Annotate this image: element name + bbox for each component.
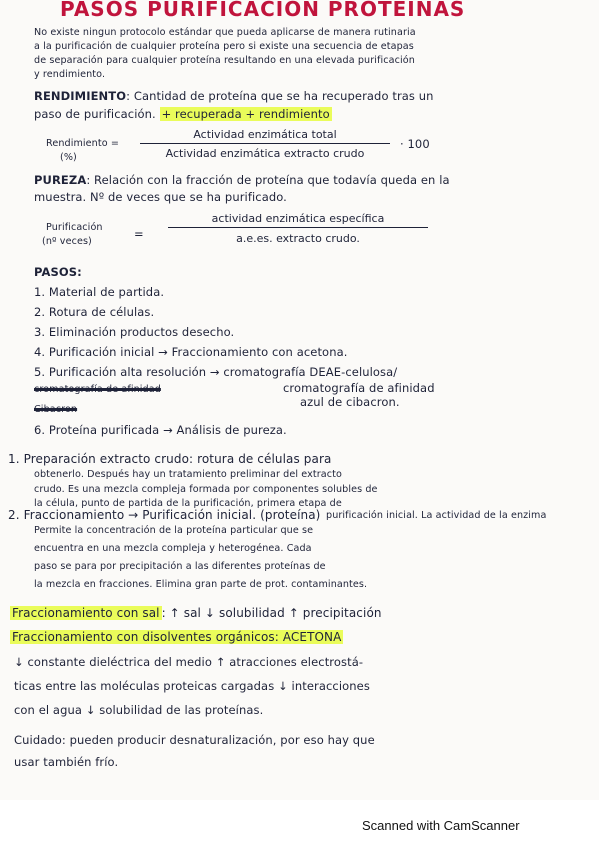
rendimiento-denominator: Actividad enzimática extracto crudo [165,147,365,160]
paso-item-continuation: cromatografía de afinidad [283,381,435,395]
fraccionamiento-disolventes-label: Fraccionamiento con disolventes orgánicos: ACETONA [12,630,342,644]
explanation-line: 1. Preparación extracto crudo: rotura de células para [8,452,332,466]
paso-item: 3. Eliminación productos desecho. [34,325,235,339]
rendimiento-numerator: Actividad enzimática total [193,128,337,141]
pureza-denominator: a.e.es. extracto crudo. [236,232,360,245]
rendimiento-formula-label: Rendimiento = [46,138,119,149]
struck-text: Cibacron [34,404,78,415]
pureza-formula-unit: (nº veces) [42,236,92,247]
pureza-label: PUREZA [34,173,87,187]
fraccionamiento-line: Cuidado: pueden producir desnaturalización, por eso hay que [14,733,375,747]
pureza-text: : Relación con la fracción de proteína que todavía queda en la [86,173,450,187]
paso-item: 2. Rotura de células. [34,305,155,319]
paso-item-continuation: azul de cibacron. [300,395,400,409]
paso-item: 6. Proteína purificada → Análisis de pureza. [34,423,287,437]
pureza-definition [34,174,450,188]
fraccionamiento-sal-label: Fraccionamiento con sal [12,606,160,620]
fraccionamiento-sal-effect: : ↑ sal ↓ solubilidad ↑ precipitación [161,606,382,620]
rendimiento-text: paso de purificación. [34,107,156,121]
fraccionamiento-line: ticas entre las moléculas proteicas cargadas ↓ interacciones [14,679,370,693]
rendimiento-label: RENDIMIENTO [34,89,127,103]
explanation-line: paso se para por precipitación a las diferentes proteínas de [34,561,326,572]
explanation-line: la célula, punto de partida de la purificación, primera etapa de [34,498,342,509]
intro-line: a la purificación de cualquier proteína pero si existe una secuencia de etapas [34,41,414,52]
explanation-line: purificación inicial. La actividad de la enzima [326,510,547,521]
pureza-numerator: actividad enzimática específica [211,212,385,225]
fraccionamiento-line: con el agua ↓ solubilidad de las proteínas. [14,703,264,717]
explanation-line: crudo. Es una mezcla compleja formada por componentes solubles de [34,484,378,495]
rendimiento-multiplier: · 100 [400,137,430,151]
paso-item: 4. Purificación inicial → Fraccionamiento con acetona. [34,345,348,359]
pureza-equals: = [134,227,144,241]
intro-line: No existe ningun protocolo estándar que pueda aplicarse de manera rutinaria [34,27,416,38]
pureza-definition-2: muestra. Nº de veces que se ha purificado. [34,190,287,204]
pureza-formula-label: Purificación [46,222,103,233]
pureza-fraction-line [168,227,428,228]
fraccionamiento-sal [10,606,382,620]
fraccionamiento-line: usar también frío. [14,755,119,769]
rendimiento-fraction-line [140,143,390,144]
page-title: PASOS PURIFICACION PROTEINAS [60,0,466,21]
rendimiento-definition-2 [34,108,332,122]
pasos-heading: PASOS: [34,265,82,279]
fraccionamiento-line: ↓ constante dieléctrica del medio ↑ atracciones electrostá- [14,655,364,669]
paso-item: 1. Material de partida. [34,285,165,299]
rendimiento-text: : Cantidad de proteína que se ha recuperado tras un [126,89,434,103]
scanner-watermark: Scanned with CamScanner [362,818,520,833]
rendimiento-definition [34,90,434,104]
intro-line: y rendimiento. [34,69,106,80]
struck-text: cromatografía de afinidad [34,384,161,395]
explanation-line: 2. Fraccionamiento → Purificación inicial. (proteína) [8,508,321,522]
explanation-line: Permite la concentración de la proteína particular que se [34,525,314,536]
intro-line: de separación para cualquier proteína resultando en una elevada purificación [34,55,415,66]
rendimiento-highlight: + recuperada + rendimiento [161,107,330,121]
explanation-line: encuentra en una mezcla compleja y heterogénea. Cada [34,543,312,554]
explanation-line: obtenerlo. Después hay un tratamiento preliminar del extracto [34,469,342,480]
explanation-line: la mezcla en fracciones. Elimina gran parte de prot. contaminantes. [34,579,368,590]
fraccionamiento-disolventes [10,630,343,644]
paso-item: 5. Purificación alta resolución → cromatografía DEAE-celulosa/ [34,365,398,379]
rendimiento-formula-unit: (%) [60,152,77,163]
